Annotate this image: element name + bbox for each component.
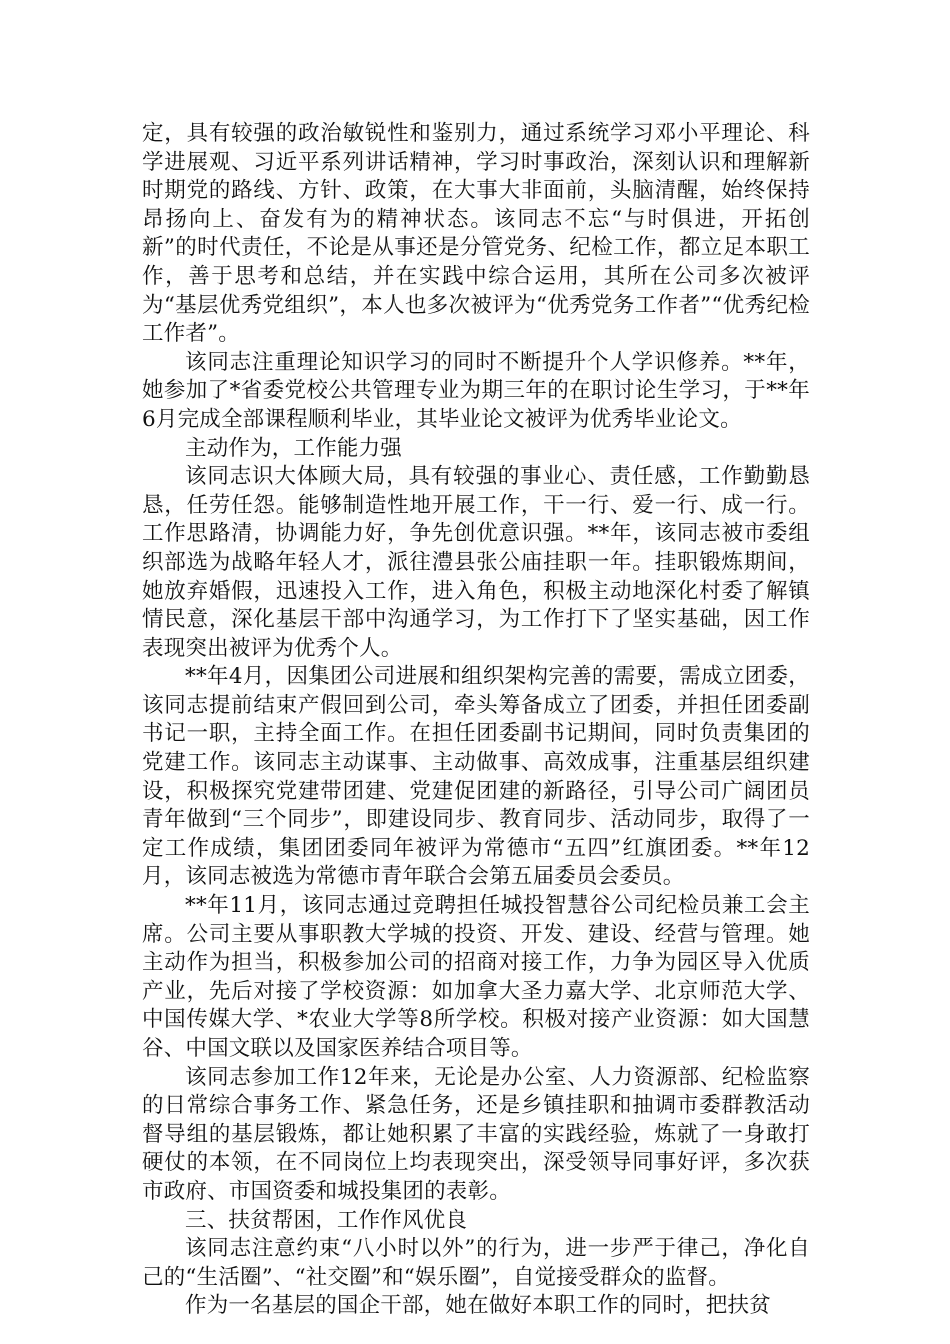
section-heading-poverty-relief: 三、扶贫帮困，工作作风优良 (185, 1207, 468, 1233)
paragraph-youth-league: **年4月，因集团公司进展和组织架构完善的需要，需成立团委，该同志提前结束产假回到公司，牵头筹备成立了团委，并担任团委副书记一职，主持全面工作。在担任团委副书记期间，同时负责集团的党建工作。该同志主动谋事、主动做事、高效成事，注重基层组织建设，积极探究党建带团建、党建促团建的新路径，引导公司广阔团员青年做到“三个同步”，即建设同步、教育同步、活动同步，取得了一定工作成绩，集团团委同年被评为常德市“五四”红旗团委。**年12月，该同志被选为常德市青年联合会第五届委员会委员。 (142, 664, 810, 890)
paragraph-theory-study: 该同志注重理论知识学习的同时不断提升个人学识修养。**年，她参加了*省委党校公共管理专业为期三年的在职讨论生学习，于**年6月完成全部课程顺利毕业，其毕业论文被评为优秀毕业论文。 (142, 349, 810, 432)
paragraph-self-discipline: 该同志注意约束“八小时以外”的行为，进一步严于律己，净化自己的“生活圈”、“社交圈”和“娱乐圈”，自觉接受群众的监督。 (142, 1236, 810, 1290)
paragraph-political-awareness: 定，具有较强的政治敏锐性和鉴别力，通过系统学习邓小平理论、科学进展观、习近平系列讲话精神，学习时事政治，深刻认识和理解新时期党的路线、方针、政策，在大事大非面前，头脑清醒，始终保持昂扬向上、奋发有为的精神状态。该同志不忘“与时俱进，开拓创新”的时代责任，不论是从事还是分管党务、纪检工作，都立足本职工作，善于思考和总结，并在实践中综合运用，其所在公司多次被评为“基层优秀党组织”，本人也多次被评为“优秀党务工作者”“优秀纪检工作者”。 (142, 121, 810, 347)
document-body (142, 120, 810, 1321)
section-heading-work-ability: 主动作为，工作能力强 (185, 435, 403, 461)
paragraph-work-experience: 该同志参加工作12年来，无论是办公室、人力资源部、纪检监察的日常综合事务工作、紧急任务，还是乡镇挂职和抽调市委群教活动督导组的基层锻炼，都让她积累了丰富的实践经验，炼就了一身敢打硬仗的本领，在不同岗位上均表现突出，深受领导同事好评，多次获市政府、市国资委和城投集团的表彰。 (142, 1064, 810, 1204)
paragraph-poverty-relief: 作为一名基层的国企干部，她在做好本职工作的同时，把扶贫 (185, 1293, 771, 1319)
paragraph-work-attitude: 该同志识大体顾大局，具有较强的事业心、责任感，工作勤勤恳恳，任劳任怨。能够制造性地开展工作，干一行、爱一行、成一行。工作思路清，协调能力好，争先创优意识强。**年，该同志被市委组织部选为战略年轻人才，派往澧县张公庙挂职一年。挂职锻炼期间，她放弃婚假，迅速投入工作，进入角色，积极主动地深化村委了解镇情民意，深化基层干部中沟通学习，为工作打下了坚实基础，因工作表现突出被评为优秀个人。 (142, 464, 810, 661)
paragraph-discipline-inspection: **年11月，该同志通过竞聘担任城投智慧谷公司纪检员兼工会主席。公司主要从事职教大学城的投资、开发、建设、经营与管理。她主动作为担当，积极参加公司的招商对接工作，力争为园区导入优质产业，先后对接了学校资源：如加拿大圣力嘉大学、北京师范大学、中国传媒大学、*农业大学等8所学校。积极对接产业资源：如大国慧谷、中国文联以及国家医养结合项目等。 (142, 893, 810, 1061)
